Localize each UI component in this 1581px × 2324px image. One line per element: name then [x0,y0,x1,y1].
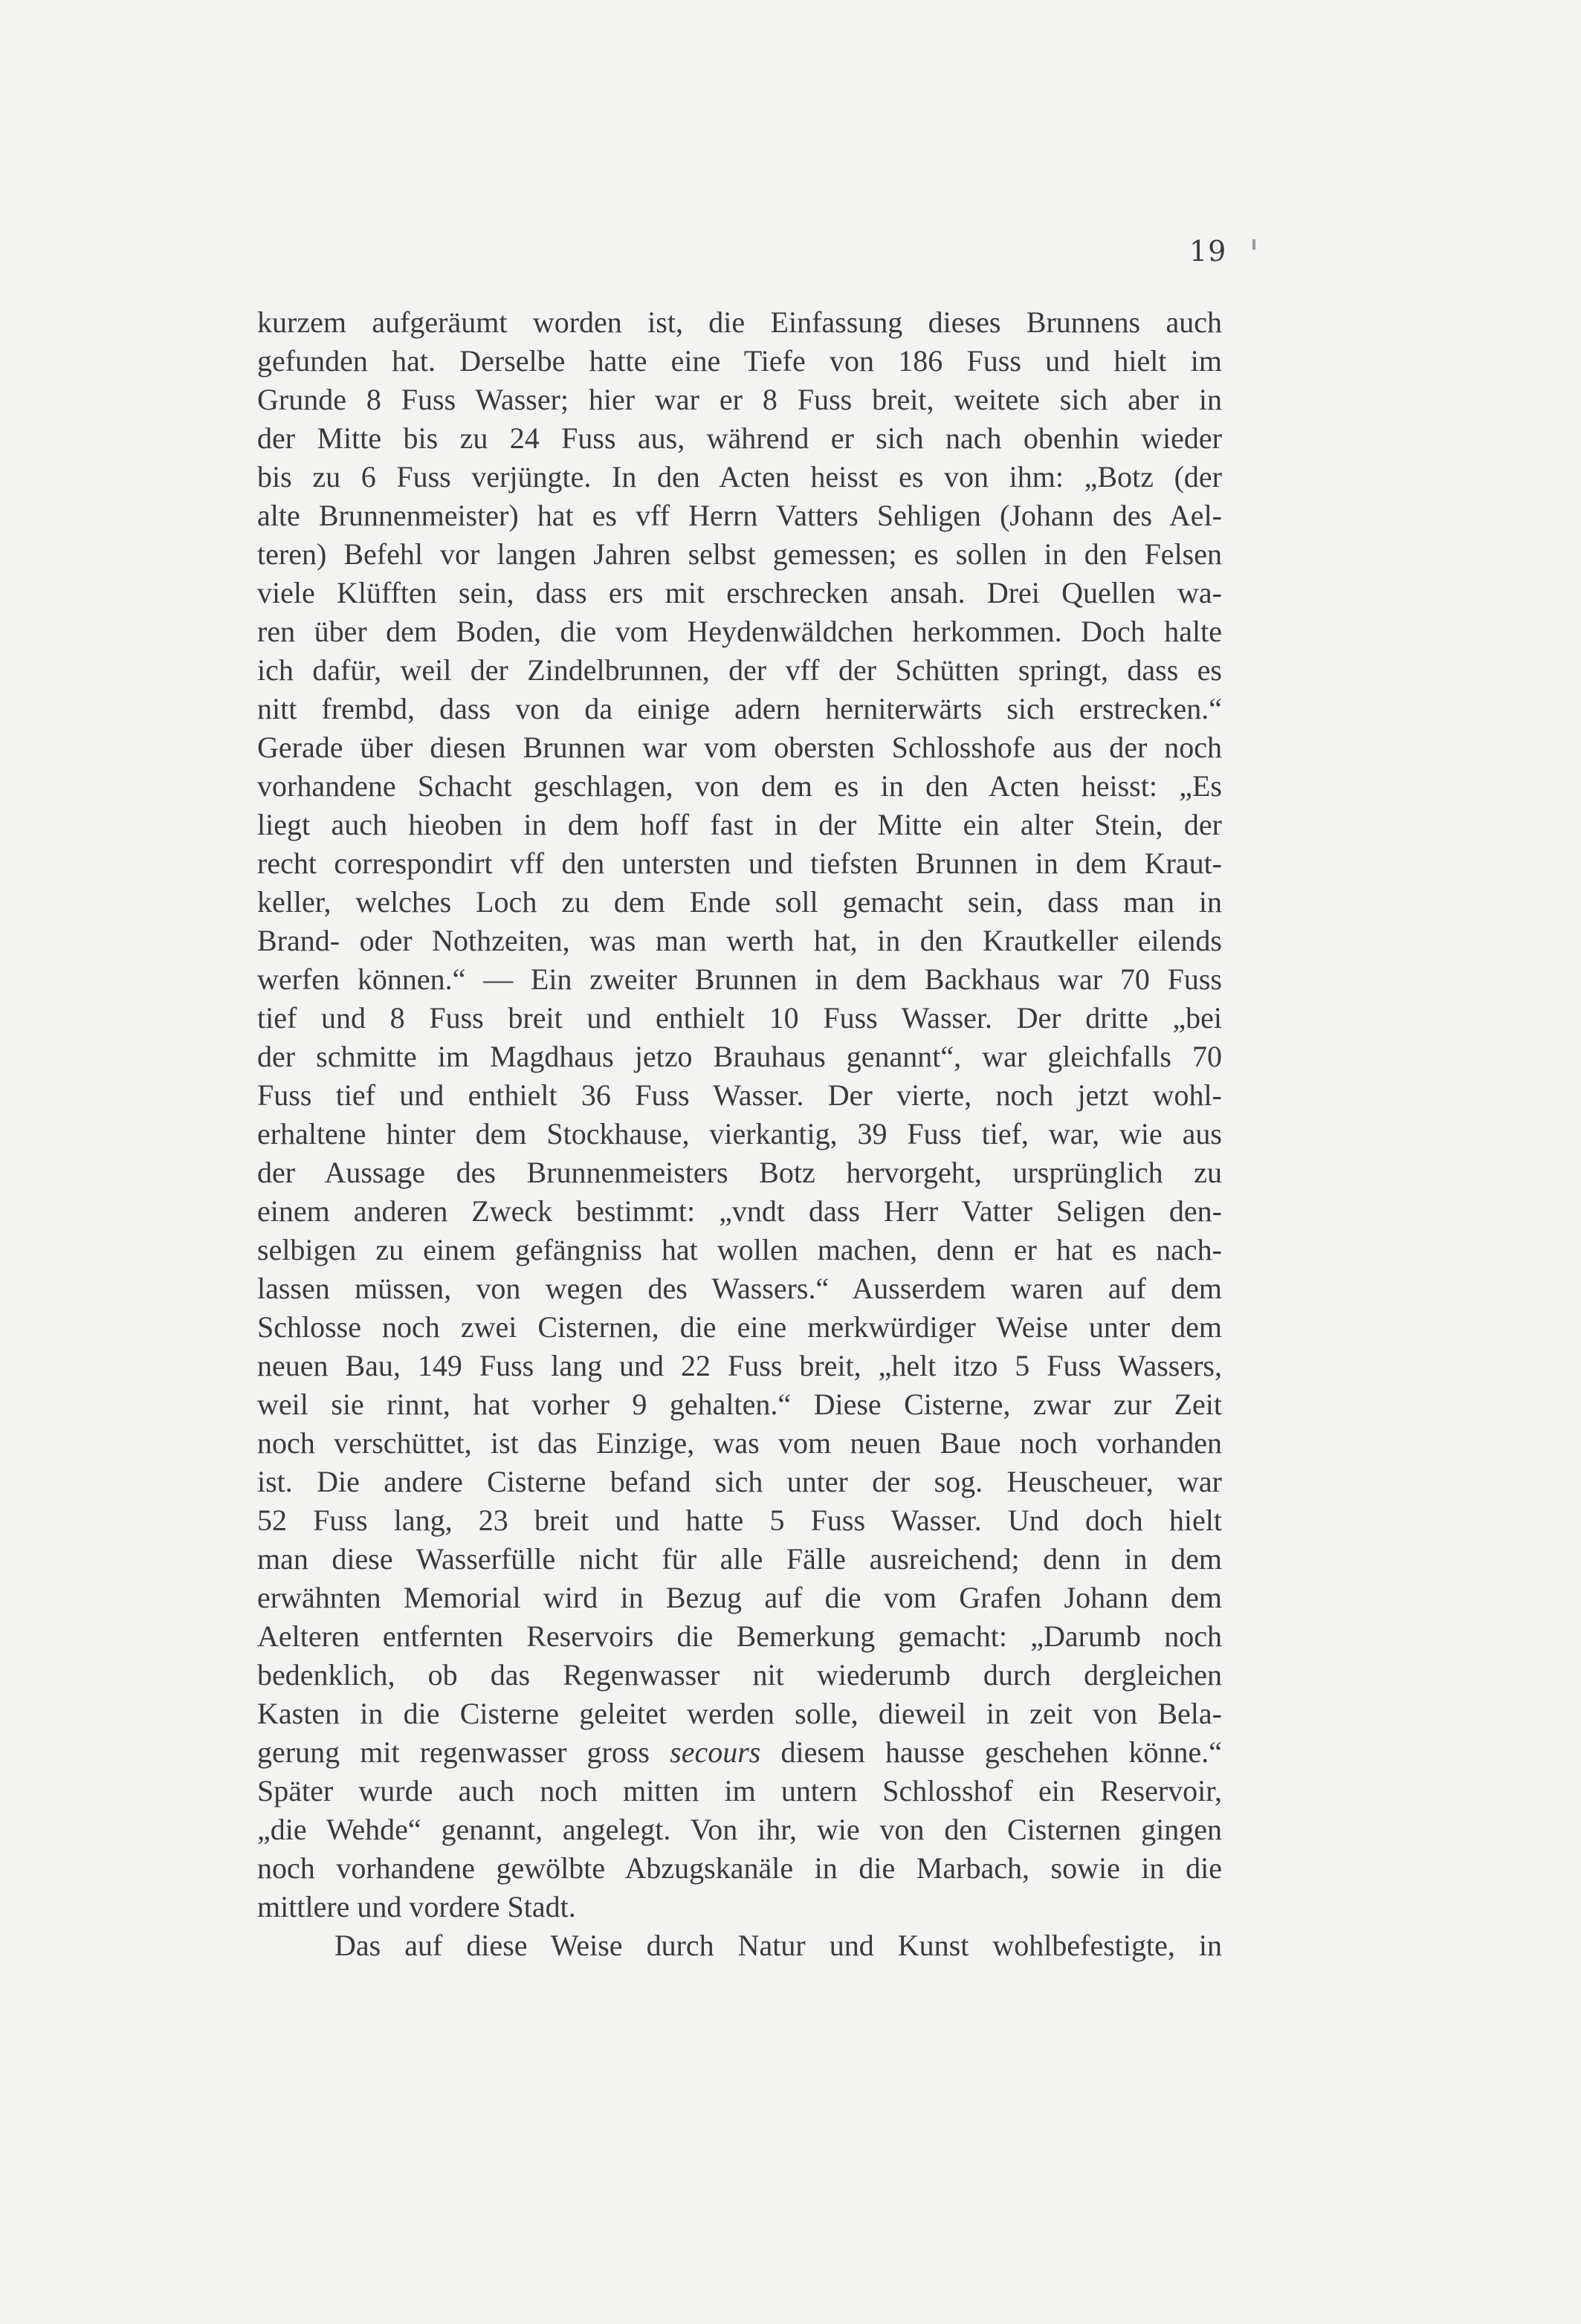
text-line: Schlosse noch zwei Cisternen, die eine merkwürdiger Weise unter dem [257,1310,1222,1344]
text-line: ren über dem Boden, die vom Heydenwäldchen herkommen. Doch halte [257,615,1222,648]
text-line: bis zu 6 Fuss verjüngte. In den Acten heisst es von ihm: „Botz (der [257,460,1222,493]
text-line: ich dafür, weil der Zindelbrunnen, der vff der Schütten springt, dass es [257,653,1222,687]
text-line: liegt auch hieoben in dem hoff fast in der Mitte ein alter Stein, der [257,808,1222,841]
paragraph-start-line: Das auf diese Weise durch Natur und Kunst wohlbefestigte, in [334,1929,1222,1962]
text-line: Brand- oder Nothzeiten, was man werth hat, in den Krautkeller eilends [257,924,1222,957]
body-text [257,303,1222,1965]
paragraph-end-line: mittlere und vordere Stadt. [257,1890,576,1923]
text-line: viele Klüfften sein, dass ers mit erschrecken ansah. Drei Quellen wa- [257,576,1222,609]
text-line: teren) Befehl vor langen Jahren selbst gemessen; es sollen in den Felsen [257,537,1222,571]
text-line: Kasten in die Cisterne geleitet werden solle, dieweil in zeit von Bela- [257,1697,1222,1730]
text-line: recht correspondirt vff den untersten und tiefsten Brunnen in dem Kraut- [257,847,1222,880]
text-line: selbigen zu einem gefängniss hat wollen machen, denn er hat es nach- [257,1233,1222,1266]
text-segment: gerung mit regenwasser gross [257,1735,670,1769]
text-line: neuen Bau, 149 Fuss lang und 22 Fuss breit, „helt itzo 5 Fuss Wassers, [257,1349,1222,1382]
stray-print-mark [1252,239,1255,250]
text-line: gefunden hat. Derselbe hatte eine Tiefe von 186 Fuss und hielt im [257,344,1222,378]
text-line: der schmitte im Magdhaus jetzo Brauhaus genannt“, war gleichfalls 70 [257,1040,1222,1073]
text-line: nitt frembd, dass von da einige adern herniterwärts sich erstrecken.“ [257,692,1222,725]
text-line: weil sie rinnt, hat vorher 9 gehalten.“ Diese Cisterne, zwar zur Zeit [257,1388,1222,1421]
text-line: „die Wehde“ genannt, angelegt. Von ihr, wie von den Cisternen gingen [257,1813,1222,1846]
text-line: alte Brunnenmeister) hat es vff Herrn Vatters Sehligen (Johann des Ael- [257,499,1222,532]
text-line: man diese Wasserfülle nicht für alle Fälle ausreichend; denn in dem [257,1542,1222,1576]
text-line: werfen können.“ — Ein zweiter Brunnen in dem Backhaus war 70 Fuss [257,962,1222,996]
text-line: bedenklich, ob das Regenwasser nit wiederumb durch dergleichen [257,1658,1222,1692]
page-number: 19 [1189,235,1227,268]
text-line: erhaltene hinter dem Stockhause, vierkantig, 39 Fuss tief, war, wie aus [257,1117,1222,1150]
text-line: erwähnten Memorial wird in Bezug auf die vom Grafen Johann dem [257,1581,1222,1614]
text-line: noch vorhandene gewölbte Abzugskanäle in die Marbach, sowie in die [257,1851,1222,1885]
text-line: Fuss tief und enthielt 36 Fuss Wasser. Der vierte, noch jetzt wohl- [257,1078,1222,1112]
text-line: vorhandene Schacht geschlagen, von dem es in den Acten heisst: „Es [257,769,1222,803]
text-line: der Mitte bis zu 24 Fuss aus, während er sich nach obenhin wieder [257,421,1222,455]
text-line: noch verschüttet, ist das Einzige, was vom neuen Baue noch vorhanden [257,1426,1222,1460]
text-line: kurzem aufgeräumt worden ist, die Einfassung dieses Brunnens auch [257,305,1222,339]
text-line: Aelteren entfernten Reservoirs die Bemerkung gemacht: „Darumb noch [257,1619,1222,1653]
italic-word: secours [670,1735,761,1769]
text-line: lassen müssen, von wegen des Wassers.“ Ausserdem waren auf dem [257,1272,1222,1305]
text-line: einem anderen Zweck bestimmt: „vndt dass Herr Vatter Seligen den- [257,1194,1222,1228]
text-line: der Aussage des Brunnenmeisters Botz hervorgeht, ursprünglich zu [257,1156,1222,1189]
text-line: 52 Fuss lang, 23 breit und hatte 5 Fuss Wasser. Und doch hielt [257,1504,1222,1537]
text-line: Grunde 8 Fuss Wasser; hier war er 8 Fuss breit, weitete sich aber in [257,383,1222,416]
text-line: Gerade über diesen Brunnen war vom obersten Schlosshofe aus der noch [257,731,1222,764]
text-line: tief und 8 Fuss breit und enthielt 10 Fuss Wasser. Der dritte „bei [257,1001,1222,1035]
text-line: ist. Die andere Cisterne befand sich unter der sog. Heuscheuer, war [257,1465,1222,1498]
text-line-with-italic [257,1733,1222,1772]
text-line: keller, welches Loch zu dem Ende soll gemacht sein, dass man in [257,885,1222,919]
text-line: Später wurde auch noch mitten im untern Schlosshof ein Reservoir, [257,1774,1222,1807]
text-segment: diesem hausse geschehen könne.“ [760,1735,1223,1769]
